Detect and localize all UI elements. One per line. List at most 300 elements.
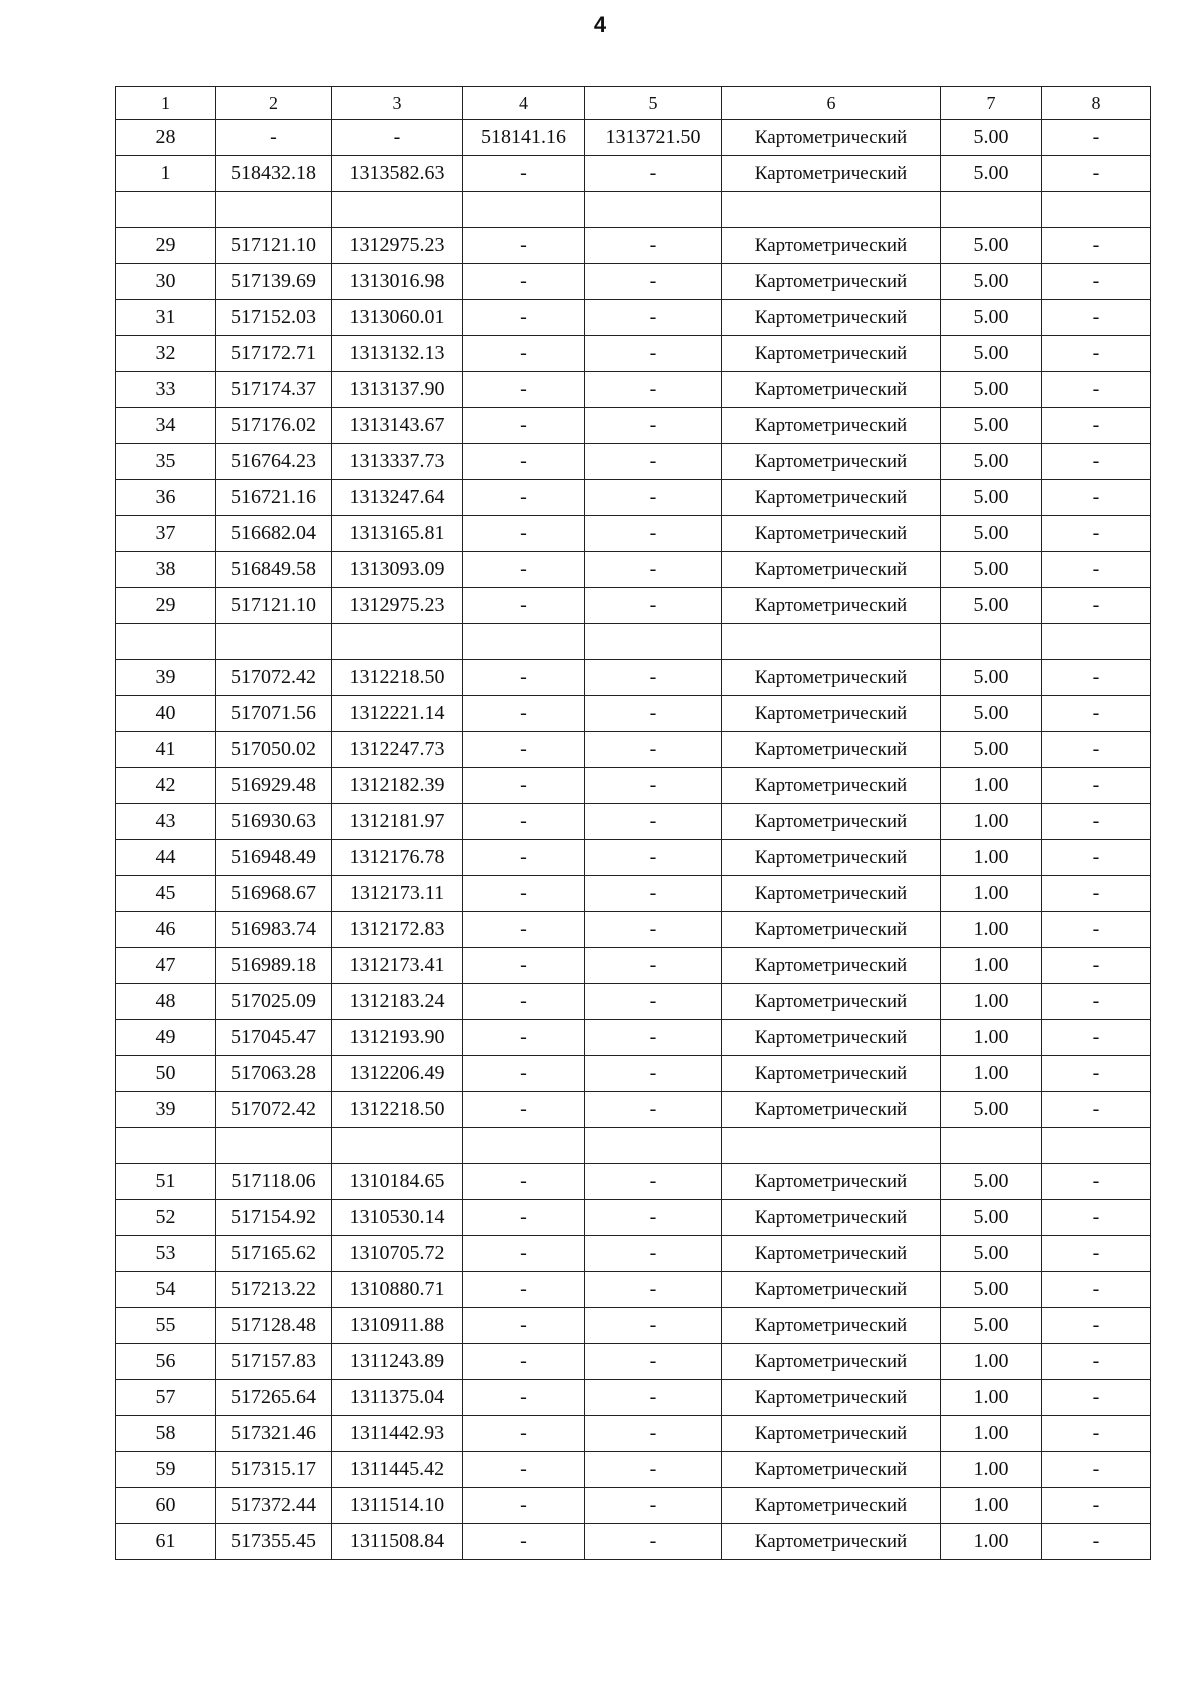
- cell-point-number: 49: [116, 1020, 216, 1056]
- cell-x-new: -: [463, 876, 585, 912]
- cell-point-number: 54: [116, 1272, 216, 1308]
- cell-description: -: [1042, 1272, 1151, 1308]
- cell-y-new: -: [585, 336, 722, 372]
- cell-method: Картометрический: [722, 1164, 941, 1200]
- cell-method: Картометрический: [722, 876, 941, 912]
- cell-point-number: 58: [116, 1416, 216, 1452]
- cell-y-new: -: [585, 1380, 722, 1416]
- cell-accuracy: 1.00: [941, 1020, 1042, 1056]
- cell-x-new: -: [463, 1380, 585, 1416]
- cell-method: Картометрический: [722, 588, 941, 624]
- cell-y-existing: 1313247.64: [332, 480, 463, 516]
- cell-y-new: -: [585, 1344, 722, 1380]
- cell-method: Картометрический: [722, 480, 941, 516]
- cell-accuracy: 1.00: [941, 1380, 1042, 1416]
- cell-x-new: -: [463, 1200, 585, 1236]
- cell-y-existing: 1312181.97: [332, 804, 463, 840]
- table-spacer-row: [116, 1128, 1151, 1164]
- cell-x-existing: 518432.18: [216, 156, 332, 192]
- cell-x-new: -: [463, 1164, 585, 1200]
- cell-accuracy: 1.00: [941, 876, 1042, 912]
- cell-method: Картометрический: [722, 1380, 941, 1416]
- cell-method: Картометрический: [722, 372, 941, 408]
- cell-point-number: 39: [116, 1092, 216, 1128]
- cell-accuracy: 5.00: [941, 696, 1042, 732]
- cell-y-new: -: [585, 1524, 722, 1560]
- cell-method: Картометрический: [722, 1524, 941, 1560]
- cell-accuracy: 5.00: [941, 1164, 1042, 1200]
- cell-point-number: 34: [116, 408, 216, 444]
- cell-method: Картометрический: [722, 156, 941, 192]
- cell-x-existing: 517025.09: [216, 984, 332, 1020]
- cell-x-new: -: [463, 1272, 585, 1308]
- cell-y-new: -: [585, 804, 722, 840]
- cell-y-new: -: [585, 1164, 722, 1200]
- cell-point-number: 32: [116, 336, 216, 372]
- cell-point-number: 35: [116, 444, 216, 480]
- table-row: [116, 228, 1151, 264]
- column-header: 6: [722, 87, 941, 120]
- cell-point-number: 59: [116, 1452, 216, 1488]
- cell-method: Картометрический: [722, 120, 941, 156]
- cell-x-new: -: [463, 696, 585, 732]
- cell-accuracy: 5.00: [941, 1236, 1042, 1272]
- table-row: [116, 1488, 1151, 1524]
- cell-description: -: [1042, 156, 1151, 192]
- cell-y-new: -: [585, 372, 722, 408]
- cell-accuracy: 1.00: [941, 1452, 1042, 1488]
- cell-point-number: 29: [116, 588, 216, 624]
- table-row: [116, 1056, 1151, 1092]
- cell-method: Картометрический: [722, 984, 941, 1020]
- cell-accuracy: 5.00: [941, 480, 1042, 516]
- cell-y-new: -: [585, 732, 722, 768]
- cell-x-new: -: [463, 480, 585, 516]
- cell-x-new: -: [463, 1020, 585, 1056]
- cell-x-existing: 517045.47: [216, 1020, 332, 1056]
- cell-y-existing: 1312182.39: [332, 768, 463, 804]
- cell-x-existing: 517050.02: [216, 732, 332, 768]
- cell-y-existing: 1312221.14: [332, 696, 463, 732]
- cell-method: Картометрический: [722, 264, 941, 300]
- cell-point-number: 51: [116, 1164, 216, 1200]
- cell-accuracy: 5.00: [941, 228, 1042, 264]
- cell-y-existing: 1310911.88: [332, 1308, 463, 1344]
- cell-y-new: -: [585, 156, 722, 192]
- cell-x-existing: [216, 1128, 332, 1164]
- cell-accuracy: 1.00: [941, 912, 1042, 948]
- cell-x-existing: 517172.71: [216, 336, 332, 372]
- cell-description: -: [1042, 1344, 1151, 1380]
- cell-description: -: [1042, 588, 1151, 624]
- table-row: [116, 588, 1151, 624]
- cell-accuracy: 1.00: [941, 1416, 1042, 1452]
- table-row: [116, 696, 1151, 732]
- cell-y-existing: 1312218.50: [332, 1092, 463, 1128]
- cell-accuracy: 5.00: [941, 120, 1042, 156]
- cell-y-new: -: [585, 408, 722, 444]
- cell-x-new: -: [463, 984, 585, 1020]
- cell-x-existing: 517071.56: [216, 696, 332, 732]
- cell-method: Картометрический: [722, 1452, 941, 1488]
- cell-y-new: [585, 624, 722, 660]
- cell-accuracy: 5.00: [941, 336, 1042, 372]
- cell-y-new: -: [585, 1020, 722, 1056]
- cell-accuracy: 5.00: [941, 1092, 1042, 1128]
- cell-point-number: 43: [116, 804, 216, 840]
- cell-accuracy: 5.00: [941, 264, 1042, 300]
- cell-method: Картометрический: [722, 948, 941, 984]
- cell-y-new: -: [585, 1272, 722, 1308]
- cell-x-existing: 517315.17: [216, 1452, 332, 1488]
- cell-point-number: 46: [116, 912, 216, 948]
- cell-point-number: 36: [116, 480, 216, 516]
- cell-description: -: [1042, 228, 1151, 264]
- cell-method: Картометрический: [722, 732, 941, 768]
- cell-y-existing: 1313060.01: [332, 300, 463, 336]
- cell-y-existing: 1313093.09: [332, 552, 463, 588]
- cell-accuracy: 1.00: [941, 984, 1042, 1020]
- cell-point-number: 60: [116, 1488, 216, 1524]
- cell-y-existing: 1310184.65: [332, 1164, 463, 1200]
- cell-description: -: [1042, 768, 1151, 804]
- cell-y-existing: 1313165.81: [332, 516, 463, 552]
- cell-y-existing: 1312173.41: [332, 948, 463, 984]
- cell-x-existing: 517072.42: [216, 1092, 332, 1128]
- cell-description: -: [1042, 480, 1151, 516]
- cell-method: Картометрический: [722, 840, 941, 876]
- table-row: [116, 1236, 1151, 1272]
- cell-accuracy: 5.00: [941, 408, 1042, 444]
- table-row: [116, 1272, 1151, 1308]
- cell-x-new: -: [463, 300, 585, 336]
- cell-description: [1042, 1128, 1151, 1164]
- table-row: [116, 840, 1151, 876]
- cell-x-new: -: [463, 228, 585, 264]
- cell-accuracy: 1.00: [941, 1524, 1042, 1560]
- cell-y-new: -: [585, 552, 722, 588]
- cell-y-new: -: [585, 480, 722, 516]
- cell-accuracy: 5.00: [941, 1272, 1042, 1308]
- column-header: 2: [216, 87, 332, 120]
- page-number: 4: [593, 12, 607, 37]
- cell-x-new: -: [463, 1308, 585, 1344]
- cell-y-new: -: [585, 228, 722, 264]
- cell-accuracy: 1.00: [941, 804, 1042, 840]
- cell-y-new: -: [585, 768, 722, 804]
- cell-description: -: [1042, 840, 1151, 876]
- cell-description: -: [1042, 696, 1151, 732]
- cell-x-existing: 516682.04: [216, 516, 332, 552]
- cell-x-existing: 516764.23: [216, 444, 332, 480]
- cell-x-existing: 516721.16: [216, 480, 332, 516]
- cell-x-new: -: [463, 588, 585, 624]
- cell-description: [1042, 624, 1151, 660]
- cell-x-new: -: [463, 1416, 585, 1452]
- cell-x-existing: 516930.63: [216, 804, 332, 840]
- cell-y-new: -: [585, 1200, 722, 1236]
- cell-x-new: -: [463, 372, 585, 408]
- cell-accuracy: 5.00: [941, 660, 1042, 696]
- table-row: [116, 984, 1151, 1020]
- cell-accuracy: [941, 192, 1042, 228]
- cell-method: [722, 192, 941, 228]
- cell-description: -: [1042, 732, 1151, 768]
- cell-x-new: -: [463, 840, 585, 876]
- cell-x-existing: [216, 192, 332, 228]
- cell-x-new: -: [463, 1452, 585, 1488]
- cell-description: -: [1042, 1416, 1151, 1452]
- table-spacer-row: [116, 192, 1151, 228]
- table-row: [116, 948, 1151, 984]
- cell-point-number: 31: [116, 300, 216, 336]
- cell-y-existing: 1310705.72: [332, 1236, 463, 1272]
- cell-x-new: -: [463, 1056, 585, 1092]
- cell-x-new: -: [463, 1236, 585, 1272]
- cell-y-existing: 1311375.04: [332, 1380, 463, 1416]
- cell-x-new: -: [463, 1344, 585, 1380]
- cell-accuracy: 1.00: [941, 1056, 1042, 1092]
- cell-method: Картометрический: [722, 1092, 941, 1128]
- cell-point-number: 57: [116, 1380, 216, 1416]
- cell-description: -: [1042, 1380, 1151, 1416]
- cell-x-new: -: [463, 804, 585, 840]
- cell-x-existing: 517265.64: [216, 1380, 332, 1416]
- cell-x-existing: 517063.28: [216, 1056, 332, 1092]
- cell-description: -: [1042, 408, 1151, 444]
- cell-accuracy: 5.00: [941, 1200, 1042, 1236]
- cell-point-number: 42: [116, 768, 216, 804]
- cell-x-existing: 517139.69: [216, 264, 332, 300]
- cell-y-existing: 1312183.24: [332, 984, 463, 1020]
- cell-x-new: -: [463, 912, 585, 948]
- cell-x-new: [463, 1128, 585, 1164]
- cell-accuracy: 1.00: [941, 1344, 1042, 1380]
- table-row: [116, 1416, 1151, 1452]
- cell-y-existing: 1312218.50: [332, 660, 463, 696]
- cell-description: [1042, 192, 1151, 228]
- table-row: [116, 1452, 1151, 1488]
- cell-point-number: 37: [116, 516, 216, 552]
- cell-x-new: -: [463, 336, 585, 372]
- table-row: [116, 372, 1151, 408]
- cell-x-existing: 517355.45: [216, 1524, 332, 1560]
- cell-x-new: -: [463, 1092, 585, 1128]
- table-spacer-row: [116, 624, 1151, 660]
- cell-x-existing: 517128.48: [216, 1308, 332, 1344]
- cell-method: Картометрический: [722, 696, 941, 732]
- cell-point-number: 52: [116, 1200, 216, 1236]
- cell-y-existing: 1313143.67: [332, 408, 463, 444]
- cell-y-new: -: [585, 1308, 722, 1344]
- table-row: [116, 876, 1151, 912]
- cell-x-existing: 517152.03: [216, 300, 332, 336]
- table-row: [116, 444, 1151, 480]
- cell-x-new: -: [463, 516, 585, 552]
- cell-point-number: 33: [116, 372, 216, 408]
- cell-description: -: [1042, 552, 1151, 588]
- cell-method: Картометрический: [722, 408, 941, 444]
- cell-y-existing: 1310530.14: [332, 1200, 463, 1236]
- table-row: [116, 120, 1151, 156]
- cell-method: [722, 1128, 941, 1164]
- cell-accuracy: 1.00: [941, 768, 1042, 804]
- cell-point-number: 44: [116, 840, 216, 876]
- cell-y-existing: 1313582.63: [332, 156, 463, 192]
- cell-y-existing: 1312173.11: [332, 876, 463, 912]
- cell-y-new: -: [585, 660, 722, 696]
- cell-y-existing: 1312975.23: [332, 228, 463, 264]
- cell-accuracy: 5.00: [941, 300, 1042, 336]
- cell-y-existing: 1310880.71: [332, 1272, 463, 1308]
- cell-method: Картометрический: [722, 300, 941, 336]
- cell-accuracy: 5.00: [941, 516, 1042, 552]
- cell-y-existing: 1312975.23: [332, 588, 463, 624]
- cell-point-number: 38: [116, 552, 216, 588]
- cell-y-existing: 1313132.13: [332, 336, 463, 372]
- cell-accuracy: 5.00: [941, 156, 1042, 192]
- cell-x-existing: 517321.46: [216, 1416, 332, 1452]
- cell-y-new: -: [585, 516, 722, 552]
- cell-y-new: -: [585, 1236, 722, 1272]
- cell-x-new: -: [463, 264, 585, 300]
- cell-description: -: [1042, 984, 1151, 1020]
- cell-description: -: [1042, 1092, 1151, 1128]
- cell-point-number: 55: [116, 1308, 216, 1344]
- table-row: [116, 156, 1151, 192]
- cell-point-number: [116, 1128, 216, 1164]
- cell-x-new: [463, 192, 585, 228]
- cell-point-number: 48: [116, 984, 216, 1020]
- cell-y-existing: 1313137.90: [332, 372, 463, 408]
- cell-point-number: 28: [116, 120, 216, 156]
- cell-point-number: [116, 624, 216, 660]
- cell-y-existing: 1312206.49: [332, 1056, 463, 1092]
- table-row: [116, 1164, 1151, 1200]
- cell-method: Картометрический: [722, 1308, 941, 1344]
- cell-x-existing: 517121.10: [216, 228, 332, 264]
- cell-y-existing: [332, 624, 463, 660]
- cell-x-existing: 516849.58: [216, 552, 332, 588]
- cell-method: Картометрический: [722, 660, 941, 696]
- cell-point-number: 47: [116, 948, 216, 984]
- table-row: [116, 1020, 1151, 1056]
- table-row: [116, 336, 1151, 372]
- cell-description: -: [1042, 372, 1151, 408]
- cell-x-existing: 516983.74: [216, 912, 332, 948]
- table-row: [116, 408, 1151, 444]
- cell-x-existing: 517121.10: [216, 588, 332, 624]
- table-row: [116, 1092, 1151, 1128]
- cell-description: -: [1042, 876, 1151, 912]
- cell-x-new: -: [463, 768, 585, 804]
- cell-method: Картометрический: [722, 804, 941, 840]
- cell-accuracy: 1.00: [941, 840, 1042, 876]
- cell-x-existing: 517213.22: [216, 1272, 332, 1308]
- cell-x-new: -: [463, 1488, 585, 1524]
- cell-y-existing: [332, 192, 463, 228]
- cell-accuracy: 5.00: [941, 1308, 1042, 1344]
- cell-y-existing: 1311514.10: [332, 1488, 463, 1524]
- cell-description: -: [1042, 120, 1151, 156]
- cell-x-existing: [216, 624, 332, 660]
- cell-point-number: 39: [116, 660, 216, 696]
- cell-x-existing: 516929.48: [216, 768, 332, 804]
- cell-x-existing: 517154.92: [216, 1200, 332, 1236]
- table-row: [116, 660, 1151, 696]
- cell-x-existing: 516989.18: [216, 948, 332, 984]
- cell-x-new: -: [463, 552, 585, 588]
- cell-y-new: -: [585, 1488, 722, 1524]
- cell-description: -: [1042, 1488, 1151, 1524]
- cell-description: -: [1042, 1056, 1151, 1092]
- cell-method: Картометрический: [722, 336, 941, 372]
- table-row: [116, 516, 1151, 552]
- cell-y-new: -: [585, 696, 722, 732]
- table-row: [116, 264, 1151, 300]
- cell-accuracy: 5.00: [941, 552, 1042, 588]
- cell-method: Картометрический: [722, 552, 941, 588]
- cell-y-existing: 1311445.42: [332, 1452, 463, 1488]
- table-row: [116, 552, 1151, 588]
- cell-accuracy: [941, 1128, 1042, 1164]
- cell-method: Картометрический: [722, 1344, 941, 1380]
- cell-point-number: 50: [116, 1056, 216, 1092]
- column-header: 1: [116, 87, 216, 120]
- cell-method: Картометрический: [722, 1416, 941, 1452]
- table-row: [116, 768, 1151, 804]
- cell-method: Картометрический: [722, 1272, 941, 1308]
- cell-y-existing: 1312193.90: [332, 1020, 463, 1056]
- cell-description: -: [1042, 1020, 1151, 1056]
- cell-y-new: -: [585, 840, 722, 876]
- cell-accuracy: 1.00: [941, 1488, 1042, 1524]
- cell-x-existing: 517165.62: [216, 1236, 332, 1272]
- cell-point-number: 30: [116, 264, 216, 300]
- cell-x-existing: 516948.49: [216, 840, 332, 876]
- cell-description: -: [1042, 516, 1151, 552]
- cell-y-new: -: [585, 264, 722, 300]
- cell-y-new: -: [585, 984, 722, 1020]
- cell-method: [722, 624, 941, 660]
- cell-description: -: [1042, 444, 1151, 480]
- table-row: [116, 1344, 1151, 1380]
- cell-y-new: -: [585, 1056, 722, 1092]
- cell-method: Картометрический: [722, 228, 941, 264]
- cell-point-number: 29: [116, 228, 216, 264]
- cell-x-new: 518141.16: [463, 120, 585, 156]
- cell-point-number: 61: [116, 1524, 216, 1560]
- cell-description: -: [1042, 300, 1151, 336]
- cell-description: -: [1042, 1164, 1151, 1200]
- cell-x-existing: 517174.37: [216, 372, 332, 408]
- table-row: [116, 912, 1151, 948]
- cell-method: Картометрический: [722, 1488, 941, 1524]
- cell-description: -: [1042, 336, 1151, 372]
- cell-x-new: [463, 624, 585, 660]
- column-header: 5: [585, 87, 722, 120]
- cell-y-existing: -: [332, 120, 463, 156]
- coordinates-table: [115, 86, 1151, 1560]
- cell-accuracy: 1.00: [941, 948, 1042, 984]
- column-header: 3: [332, 87, 463, 120]
- cell-x-new: -: [463, 732, 585, 768]
- cell-description: -: [1042, 948, 1151, 984]
- cell-method: Картометрический: [722, 768, 941, 804]
- cell-x-new: -: [463, 444, 585, 480]
- cell-x-new: -: [463, 1524, 585, 1560]
- cell-y-new: -: [585, 300, 722, 336]
